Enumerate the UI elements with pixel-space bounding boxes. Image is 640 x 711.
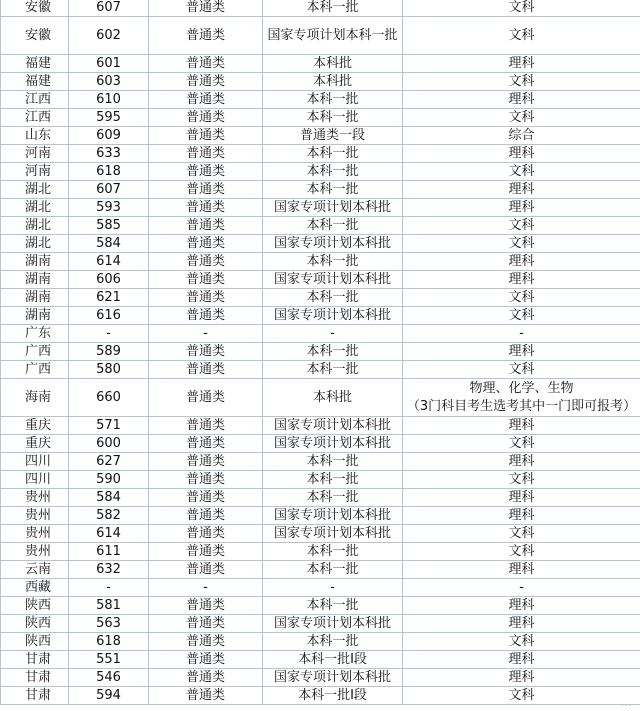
batch-cell: 国家专项计划本科批 (263, 669, 403, 687)
subject-cell: 理科 (403, 417, 640, 435)
score-cell: 618 (69, 163, 149, 181)
table-row (1, 343, 640, 361)
table-row (1, 361, 640, 379)
table-row (1, 0, 640, 17)
subject-cell: 理科 (403, 55, 640, 73)
subject-cell: 理科 (403, 253, 640, 271)
category-cell: 普通类 (149, 181, 263, 199)
province-cell: 湖南 (1, 253, 69, 271)
category-cell: 普通类 (149, 73, 263, 91)
score-cell: 609 (69, 127, 149, 145)
batch-cell: 国家专项计划本科批 (263, 417, 403, 435)
subject-cell: 理科 (403, 453, 640, 471)
batch-cell: 本科一批 (263, 543, 403, 561)
province-cell: 湖北 (1, 181, 69, 199)
batch-cell: 本科一批 (263, 181, 403, 199)
subject-cell: 文科 (403, 17, 640, 55)
table-row (1, 435, 640, 453)
subject-cell: 文科 (403, 289, 640, 307)
category-cell: 普通类 (149, 55, 263, 73)
category-cell: 普通类 (149, 271, 263, 289)
subject-cell: 文科 (403, 0, 640, 17)
score-cell: 614 (69, 253, 149, 271)
subject-cell: 文科 (403, 235, 640, 253)
category-cell: - (149, 325, 263, 343)
table-row (1, 289, 640, 307)
score-cell: 593 (69, 199, 149, 217)
province-cell: 重庆 (1, 417, 69, 435)
subject-cell: 文科 (403, 435, 640, 453)
category-cell: 普通类 (149, 435, 263, 453)
subject-cell: 理科 (403, 615, 640, 633)
category-cell: 普通类 (149, 651, 263, 669)
score-cell: 607 (69, 0, 149, 17)
category-cell: 普通类 (149, 307, 263, 325)
batch-cell: 国家专项计划本科批 (263, 271, 403, 289)
score-cell: 627 (69, 453, 149, 471)
score-cell: 584 (69, 489, 149, 507)
score-cell: - (69, 325, 149, 343)
category-cell: 普通类 (149, 489, 263, 507)
batch-cell: 本科一批 (263, 163, 403, 181)
province-cell: 河南 (1, 145, 69, 163)
subject-cell: 理科 (403, 343, 640, 361)
category-cell: 普通类 (149, 289, 263, 307)
table-row (1, 471, 640, 489)
table-row (1, 669, 640, 687)
table-row (1, 379, 640, 417)
subject-cell: 理科 (403, 91, 640, 109)
subject-cell: 文科 (403, 543, 640, 561)
province-cell: 四川 (1, 453, 69, 471)
score-cell: 600 (69, 435, 149, 453)
province-cell: 广西 (1, 343, 69, 361)
table-row (1, 307, 640, 325)
subject-cell: 文科 (403, 361, 640, 379)
province-cell: 湖北 (1, 235, 69, 253)
table-row (1, 507, 640, 525)
table-row (1, 579, 640, 597)
batch-cell: 本科一批 (263, 489, 403, 507)
category-cell: 普通类 (149, 687, 263, 705)
subject-cell: 文科 (403, 163, 640, 181)
province-cell: 湖北 (1, 217, 69, 235)
batch-cell: 本科一批 (263, 633, 403, 651)
category-cell: 普通类 (149, 453, 263, 471)
subject-cell: 理科 (403, 199, 640, 217)
subject-cell: - (403, 579, 640, 597)
province-cell: 湖南 (1, 289, 69, 307)
table-row (1, 543, 640, 561)
score-cell: 571 (69, 417, 149, 435)
subject-cell: 文科 (403, 73, 640, 91)
category-cell: 普通类 (149, 615, 263, 633)
table-row (1, 181, 640, 199)
batch-cell: 国家专项计划本科批 (263, 615, 403, 633)
table-row (1, 597, 640, 615)
batch-cell: 本科批 (263, 379, 403, 417)
category-cell: 普通类 (149, 597, 263, 615)
category-cell: - (149, 579, 263, 597)
subject-cell: 理科 (403, 145, 640, 163)
batch-cell: 本科一批 (263, 217, 403, 235)
subject-cell: 文科 (403, 687, 640, 705)
table-row (1, 453, 640, 471)
category-cell: 普通类 (149, 507, 263, 525)
table-row (1, 127, 640, 145)
table-row (1, 417, 640, 435)
province-cell: 江西 (1, 109, 69, 127)
province-cell: 山东 (1, 127, 69, 145)
batch-cell: 本科一批 (263, 109, 403, 127)
score-cell: 621 (69, 289, 149, 307)
batch-cell: 本科一批 (263, 343, 403, 361)
category-cell: 普通类 (149, 361, 263, 379)
category-cell: 普通类 (149, 471, 263, 489)
table-row (1, 109, 640, 127)
table-row (1, 17, 640, 55)
score-cell: 610 (69, 91, 149, 109)
category-cell: 普通类 (149, 199, 263, 217)
batch-cell: 国家专项计划本科批 (263, 525, 403, 543)
province-cell: 福建 (1, 55, 69, 73)
category-cell: 普通类 (149, 543, 263, 561)
subject-cell: 物理、化学、生物 （3门科目考生选考其中一门即可报考） (403, 379, 640, 417)
province-cell: 广西 (1, 361, 69, 379)
table-row (1, 687, 640, 705)
score-cell: 618 (69, 633, 149, 651)
batch-cell: 国家专项计划本科一批 (263, 17, 403, 55)
batch-cell: 本科一批 (263, 361, 403, 379)
score-cell: 602 (69, 17, 149, 55)
batch-cell: 本科一批 (263, 471, 403, 489)
category-cell: 普通类 (149, 417, 263, 435)
score-cell: 590 (69, 471, 149, 489)
province-cell: 甘肃 (1, 651, 69, 669)
category-cell: 普通类 (149, 109, 263, 127)
batch-cell: 国家专项计划本科批 (263, 235, 403, 253)
score-cell: 611 (69, 543, 149, 561)
score-cell: 633 (69, 145, 149, 163)
batch-cell: 本科批 (263, 55, 403, 73)
score-cell: 607 (69, 181, 149, 199)
batch-cell: 国家专项计划本科批 (263, 507, 403, 525)
province-cell: 安徽 (1, 0, 69, 17)
batch-cell: 普通类一段 (263, 127, 403, 145)
province-cell: 云南 (1, 561, 69, 579)
table-row (1, 73, 640, 91)
category-cell: 普通类 (149, 633, 263, 651)
score-cell: 563 (69, 615, 149, 633)
score-cell: 603 (69, 73, 149, 91)
table-row (1, 525, 640, 543)
province-cell: 贵州 (1, 525, 69, 543)
table-row (1, 615, 640, 633)
subject-cell: 文科 (403, 471, 640, 489)
batch-cell: 本科一批 (263, 453, 403, 471)
category-cell: 普通类 (149, 379, 263, 417)
batch-cell: 本科一批 (263, 0, 403, 17)
table-body (1, 0, 640, 705)
category-cell: 普通类 (149, 217, 263, 235)
subject-cell: 理科 (403, 669, 640, 687)
province-cell: 甘肃 (1, 687, 69, 705)
watermark: … (620, 695, 632, 709)
score-cell: 632 (69, 561, 149, 579)
batch-cell: 本科批 (263, 73, 403, 91)
score-cell: 660 (69, 379, 149, 417)
province-cell: 江西 (1, 91, 69, 109)
category-cell: 普通类 (149, 253, 263, 271)
category-cell: 普通类 (149, 91, 263, 109)
category-cell: 普通类 (149, 343, 263, 361)
table-row (1, 91, 640, 109)
table-row (1, 217, 640, 235)
table-row (1, 163, 640, 181)
score-cell: 594 (69, 687, 149, 705)
category-cell: 普通类 (149, 0, 263, 17)
batch-cell: 本科一批 (263, 91, 403, 109)
subject-cell: 文科 (403, 217, 640, 235)
province-cell: 重庆 (1, 435, 69, 453)
table-row (1, 651, 640, 669)
batch-cell: 本科一批 (263, 597, 403, 615)
batch-cell: 本科一批 (263, 145, 403, 163)
province-cell: 福建 (1, 73, 69, 91)
subject-cell: 文科 (403, 633, 640, 651)
table-row (1, 145, 640, 163)
category-cell: 普通类 (149, 145, 263, 163)
subject-cell: 理科 (403, 507, 640, 525)
score-cell: 551 (69, 651, 149, 669)
table-row (1, 55, 640, 73)
subject-cell: 理科 (403, 561, 640, 579)
province-cell: 甘肃 (1, 669, 69, 687)
category-cell: 普通类 (149, 235, 263, 253)
province-cell: 陕西 (1, 597, 69, 615)
category-cell: 普通类 (149, 127, 263, 145)
score-cell: 616 (69, 307, 149, 325)
batch-cell: - (263, 325, 403, 343)
table-row (1, 633, 640, 651)
subject-cell: 文科 (403, 109, 640, 127)
province-cell: 湖北 (1, 199, 69, 217)
batch-cell: - (263, 579, 403, 597)
province-cell: 贵州 (1, 507, 69, 525)
batch-cell: 国家专项计划本科批 (263, 307, 403, 325)
province-cell: 贵州 (1, 543, 69, 561)
category-cell: 普通类 (149, 163, 263, 181)
table-row (1, 489, 640, 507)
province-cell: 四川 (1, 471, 69, 489)
province-cell: 广东 (1, 325, 69, 343)
subject-cell: 理科 (403, 181, 640, 199)
score-cell: 546 (69, 669, 149, 687)
subject-cell: 理科 (403, 651, 640, 669)
subject-cell: 理科 (403, 271, 640, 289)
province-cell: 陕西 (1, 633, 69, 651)
province-cell: 湖南 (1, 271, 69, 289)
subject-cell: - (403, 325, 640, 343)
province-cell: 海南 (1, 379, 69, 417)
province-cell: 湖南 (1, 307, 69, 325)
score-cell: 589 (69, 343, 149, 361)
score-cell: 606 (69, 271, 149, 289)
subject-cell: 综合 (403, 127, 640, 145)
batch-cell: 本科一批I段 (263, 651, 403, 669)
subject-cell: 理科 (403, 489, 640, 507)
score-cell: 601 (69, 55, 149, 73)
table-row (1, 561, 640, 579)
score-cell: 614 (69, 525, 149, 543)
subject-cell: 文科 (403, 525, 640, 543)
score-cell: 584 (69, 235, 149, 253)
table-row (1, 253, 640, 271)
batch-cell: 本科一批I段 (263, 687, 403, 705)
province-cell: 贵州 (1, 489, 69, 507)
category-cell: 普通类 (149, 525, 263, 543)
category-cell: 普通类 (149, 561, 263, 579)
score-cell: 580 (69, 361, 149, 379)
table-row (1, 235, 640, 253)
province-cell: 安徽 (1, 17, 69, 55)
batch-cell: 国家专项计划本科批 (263, 199, 403, 217)
batch-cell: 本科一批 (263, 561, 403, 579)
table-row (1, 271, 640, 289)
batch-cell: 本科一批 (263, 253, 403, 271)
score-cell: 595 (69, 109, 149, 127)
score-cell: 585 (69, 217, 149, 235)
subject-cell: 理科 (403, 597, 640, 615)
subject-cell: 文科 (403, 307, 640, 325)
score-cell: - (69, 579, 149, 597)
batch-cell: 国家专项计划本科批 (263, 435, 403, 453)
category-cell: 普通类 (149, 17, 263, 55)
category-cell: 普通类 (149, 669, 263, 687)
score-cell: 581 (69, 597, 149, 615)
table-row (1, 199, 640, 217)
province-cell: 河南 (1, 163, 69, 181)
score-cell: 582 (69, 507, 149, 525)
batch-cell: 本科一批 (263, 289, 403, 307)
province-cell: 西藏 (1, 579, 69, 597)
province-cell: 陕西 (1, 615, 69, 633)
table-row (1, 325, 640, 343)
